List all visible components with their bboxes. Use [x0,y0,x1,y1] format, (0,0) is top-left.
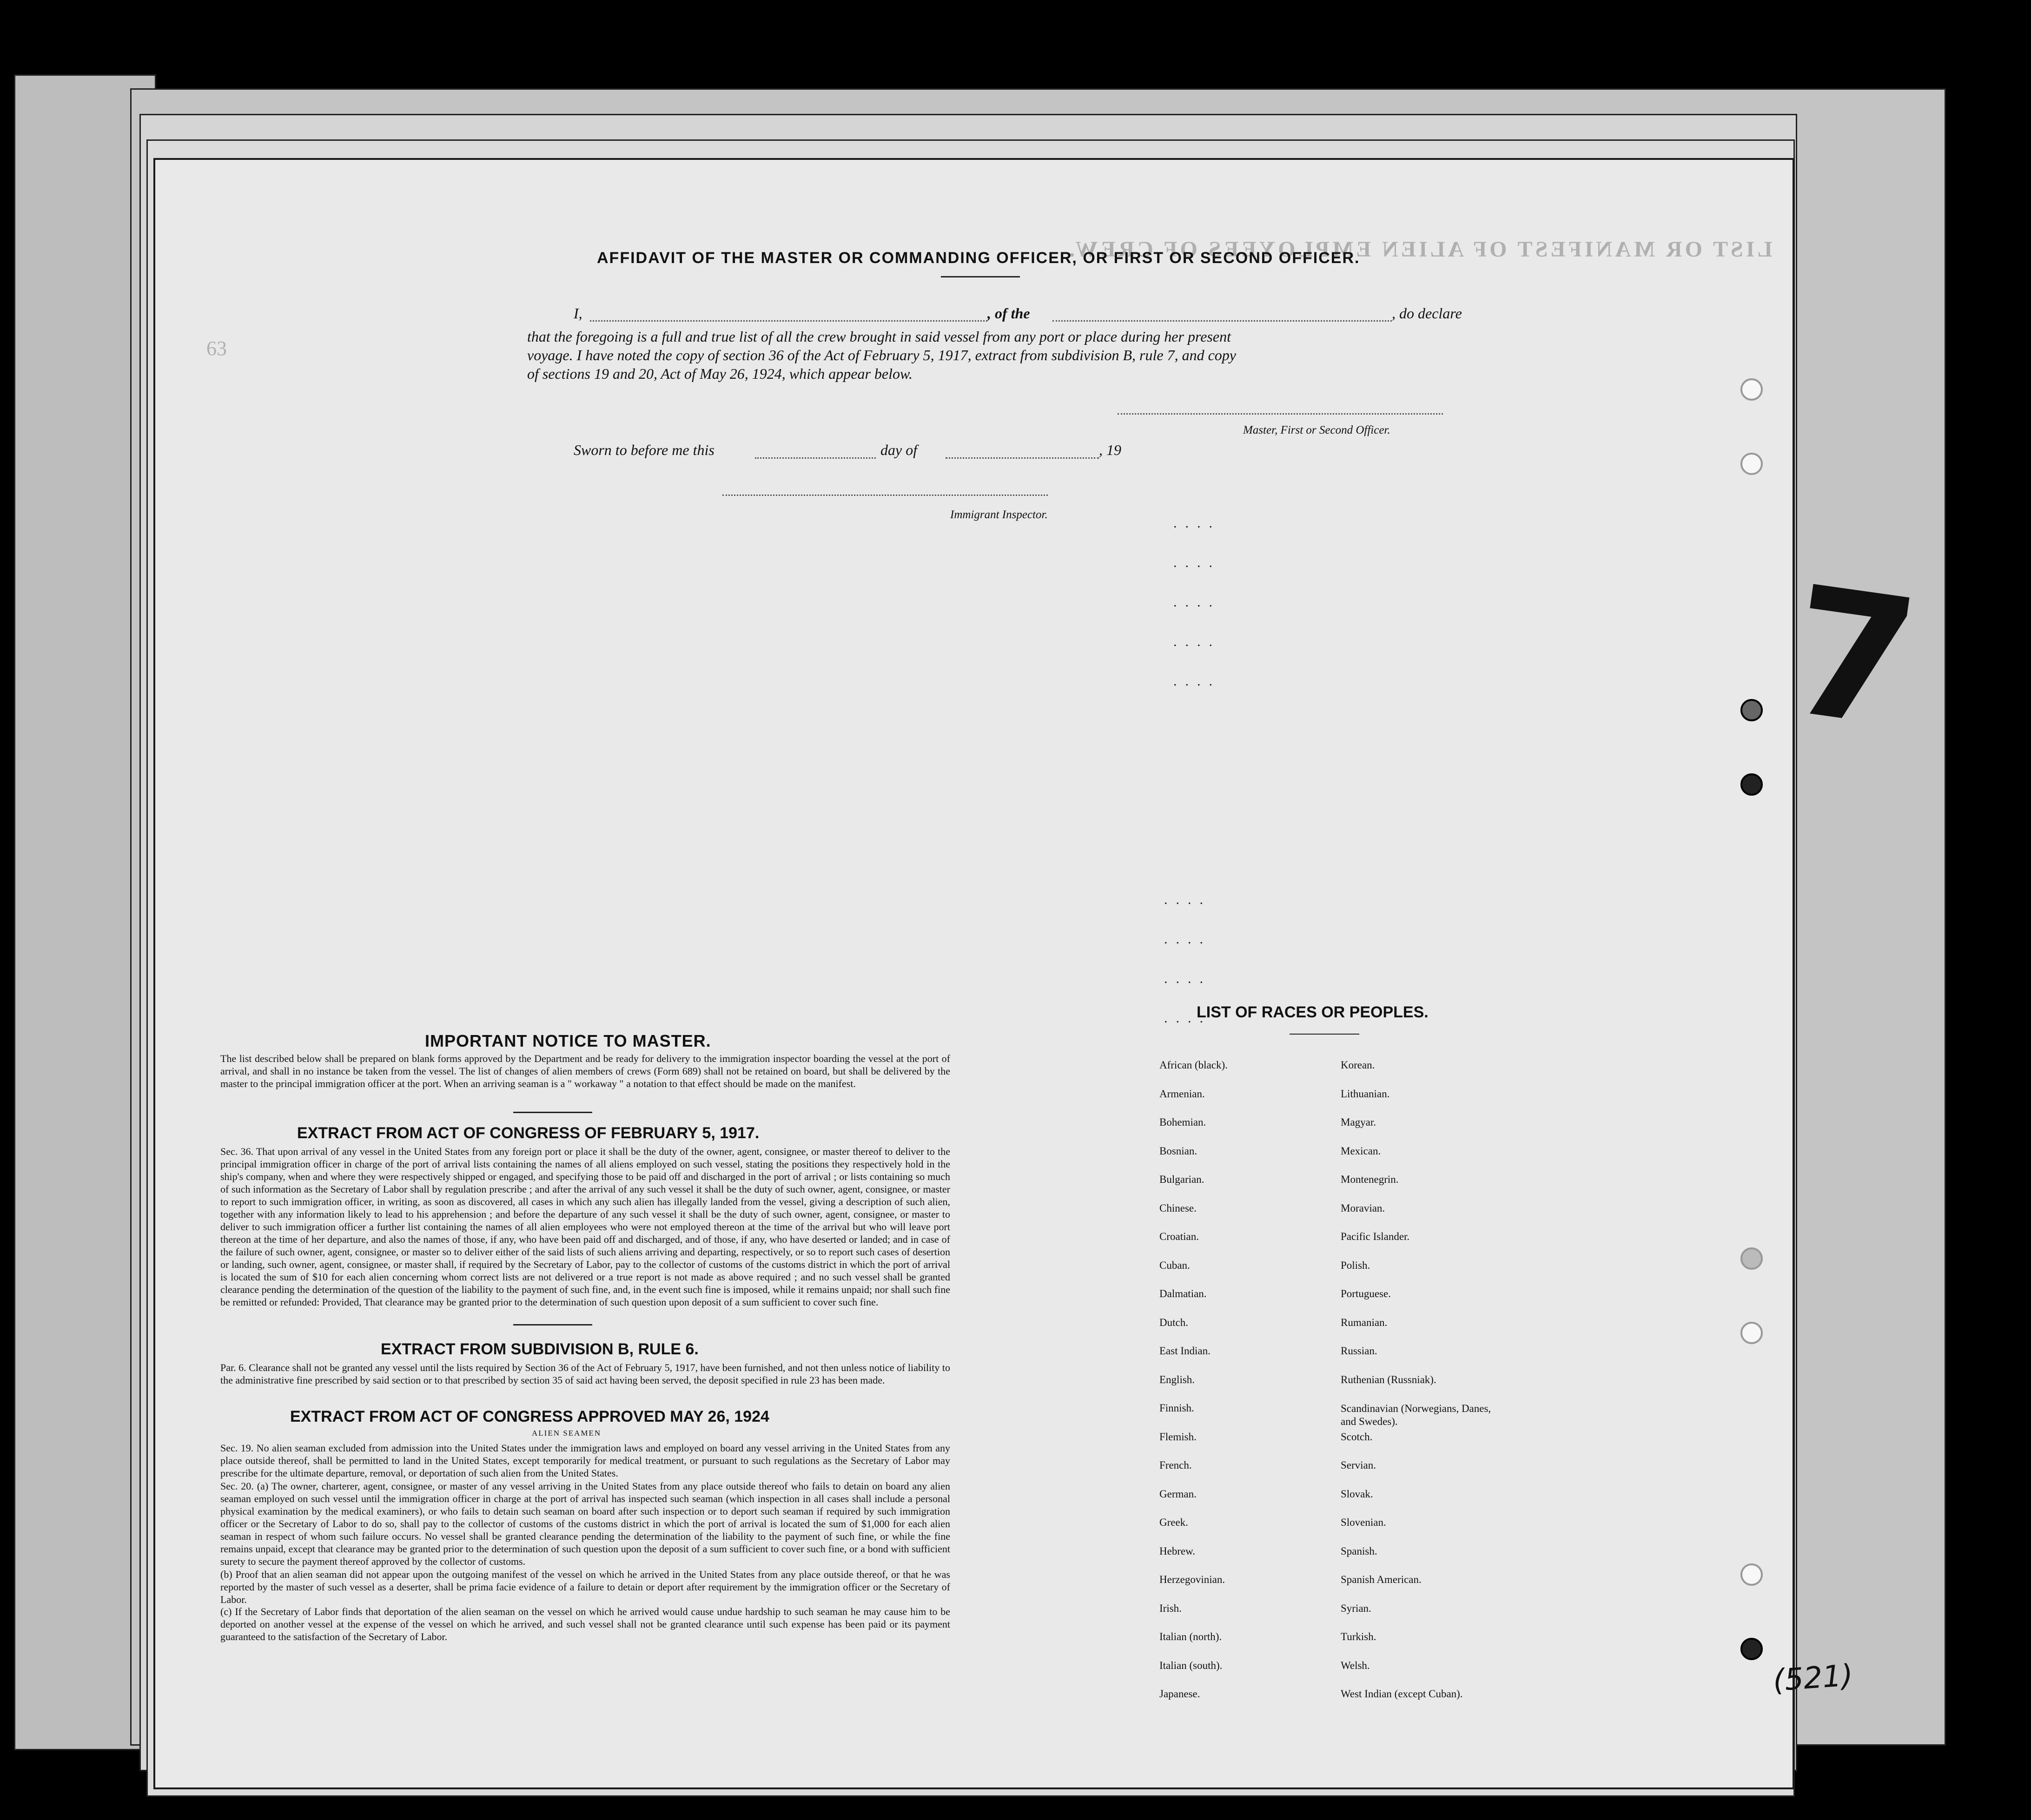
race-item: Bohemian. [1159,1116,1206,1128]
race-item: Croatian. [1159,1231,1199,1242]
binder-hole [1740,699,1763,721]
race-item: Magyar. [1341,1116,1376,1128]
race-item: Pacific Islander. [1341,1231,1410,1242]
section-divider [513,1112,592,1113]
race-item: Bulgarian. [1159,1174,1204,1185]
race-item: Montenegrin. [1341,1174,1399,1185]
affidavit-statement-line2: voyage. I have noted the copy of section 36 of the Act of February 5, 1917, extract from subdivision B, rule 7, and copy [527,347,1236,363]
race-item: French. [1159,1459,1192,1471]
day-of-label: day of [880,442,918,458]
ghost-heading: LIST OR MANIFEST OF ALIEN EMPLOYEES OF CREW. [1066,237,1773,262]
affidavit-statement-line1: that the foregoing is a full and true list of all the crew brought in said vessel from any port or place during her present [527,328,1231,345]
race-item: Irish. [1159,1602,1182,1614]
race-item: Portuguese. [1341,1288,1391,1299]
race-item: Polish. [1341,1259,1370,1271]
race-item: Cuban. [1159,1259,1190,1271]
extract-rule6-heading: EXTRACT FROM SUBDIVISION B, RULE 6. [381,1340,699,1358]
extract-1924-heading: EXTRACT FROM ACT OF CONGRESS APPROVED MAY 26, 1924 [290,1408,769,1425]
races-heading: LIST OF RACES OR PEOPLES. [1197,1003,1429,1021]
race-item: Korean. [1341,1059,1375,1071]
handwritten-numeral: 7 [1778,547,1928,769]
name-field[interactable] [590,320,987,322]
extract-1924-sec19: Sec. 19. No alien seaman excluded from admission into the United States under the immigration laws and employed on board any vessel arriving in the United States from any place outside thereof, shall be permitted to land in the United States, except temporarily for medical treatment, or pursuant to such regulations as the Secretary of Labor may prescribe for the ultimate departure, removal, or deportation of such alien from the United States. [220,1442,950,1479]
extract-1924-subheading: ALIEN SEAMEN [532,1429,602,1438]
title-underline [941,276,1020,277]
race-item: Turkish. [1341,1631,1376,1642]
dot-leader: .... [1164,971,1211,986]
binder-hole [1740,378,1763,401]
race-item: English. [1159,1373,1195,1385]
affidavit-title: AFFIDAVIT OF THE MASTER OR COMMANDING OFFICER, OR FIRST OR SECOND OFFICER. [597,249,1360,267]
races-heading-underline [1290,1034,1359,1035]
race-item: Ruthenian (Russniak). [1341,1373,1436,1385]
affidavit-i-label: I, [574,305,582,322]
binder-hole [1740,1322,1763,1344]
race-item: Welsh. [1341,1659,1370,1671]
inspector-signature-field[interactable] [722,495,1048,496]
race-item: Spanish American. [1341,1574,1422,1585]
race-item: Herzegovinian. [1159,1574,1225,1585]
sworn-month-field[interactable] [946,457,1099,459]
binder-hole [1740,1563,1763,1586]
race-item: Slovenian. [1341,1517,1386,1528]
affidavit-of-the-label: , of the [987,305,1030,322]
section-divider [513,1324,592,1325]
race-item: Flemish. [1159,1431,1197,1443]
handwritten-margin-note: (521) [1772,1658,1854,1698]
race-item: Rumanian. [1341,1316,1388,1328]
dot-leader: .... [1164,1010,1211,1026]
year-label: , 19 [1099,442,1121,458]
race-item: Chinese. [1159,1202,1197,1214]
race-item: Italian (south). [1159,1659,1223,1671]
binder-hole [1740,1638,1763,1660]
race-item: Dalmatian. [1159,1288,1207,1299]
race-item: Italian (north). [1159,1631,1222,1642]
race-item: Servian. [1341,1459,1376,1471]
binder-hole [1740,773,1763,796]
race-item: Hebrew. [1159,1545,1196,1557]
race-item: Japanese. [1159,1688,1200,1700]
dot-leader: .... [1173,515,1221,531]
extract-1924-sec20c: (c) If the Secretary of Labor finds that deportation of the alien seaman on the vessel on which he arrived would cause undue hardship to such seaman he may cause him to be deported on another vessel at the expense of the vessel on which he arrived, and such vessel shall not be granted clearance until such expense has been paid or its payment guaranteed to the satisfaction of the Secretary of Labor. [220,1606,950,1642]
race-item: Finnish. [1159,1402,1194,1414]
extract-1917-heading: EXTRACT FROM ACT OF CONGRESS OF FEBRUARY 5, 1917. [297,1124,760,1142]
binder-hole [1740,453,1763,475]
race-item: Mexican. [1341,1145,1381,1157]
race-item: Greek. [1159,1517,1188,1528]
notice-text: The list described below shall be prepared on blank forms approved by the Department and be ready for delivery to the immigration inspector boarding the vessel at the port of arrival, and shall in no instance be taken from the vessel. The list of changes of alien members of crews (Form 689) shall not be retained on board, but shall be delivered by the master to the principal immigration officer at the port. When an arriving seaman is a " workaway " a notation to that effect should be made on the manifest. [220,1053,950,1089]
race-item: Dutch. [1159,1316,1188,1328]
race-item: Moravian. [1341,1202,1385,1214]
affidavit-statement-line3: of sections 19 and 20, Act of May 26, 1924, which appear below. [527,365,913,382]
race-item: Russian. [1341,1345,1377,1357]
dot-leader: .... [1173,594,1221,610]
race-item: Slovak. [1341,1488,1373,1500]
extract-rule6-text: Par. 6. Clearance shall not be granted any vessel until the lists required by Section 36 of the Act of February 5, 1917, have been furnished, and not then unless notice of liability to the administrative fine prescribed by said section or to that prescribed by section 35 of said act having been served, the deposit specified in rule 23 has been made. [220,1362,950,1386]
race-item: Spanish. [1341,1545,1377,1557]
dot-leader: .... [1164,931,1211,947]
dot-leader: .... [1173,555,1221,570]
dot-leader: .... [1173,673,1221,689]
race-item: Bosnian. [1159,1145,1197,1157]
vessel-field[interactable] [1052,320,1392,322]
notice-heading: IMPORTANT NOTICE TO MASTER. [425,1031,711,1050]
race-item: Scotch. [1341,1431,1373,1443]
race-item: African (black). [1159,1059,1228,1071]
master-signature-field[interactable] [1118,413,1443,415]
dot-leader: .... [1173,634,1221,649]
inspector-label: Immigrant Inspector. [950,508,1048,521]
race-item: Lithuanian. [1341,1088,1390,1100]
dot-leader: .... [1164,892,1211,907]
race-item: West Indian (except Cuban). [1341,1688,1463,1700]
binder-hole [1740,1247,1763,1270]
race-item: East Indian. [1159,1345,1211,1357]
race-item: Armenian. [1159,1088,1205,1100]
extract-1917-text: Sec. 36. That upon arrival of any vessel in the United States from any foreign port or place it shall be the duty of the owner, agent, consignee, or master thereof to deliver to the principal immigration officer in charge of the port of arrival lists containing the names of all aliens employed on such vessel, stating the positions they respectively hold in the ship's company, when and where they were respectively shipped or engaged, and specifying those to be paid off and discharged in the port of arrival ; or lists containing so much of such information as the Secretary of Labor shall by regulation prescribe ; and after the arrival of any such vessel it shall be the duty of such owner, agent, consignee, or master to report to such immigration officer, in writing, as soon as discovered, all cases in which any such alien has illegally landed from the vessel, giving a description of such alien, together with any information likely to lead to his apprehension ; and before the departure of any such vessel it shall be the duty of such owner, agent, consignee, or master to deliver to such immigration officer a further list containing the names of all alien employees who were not employed thereon at the time of the arrival but who will leave port thereon at the time of her departure, and also the names of those, if any, who have been paid off and discharged, and of those, if any, who have deserted or landed; and in case of the failure of such owner, agent, consignee, or master so to deliver either of the said lists of such aliens arriving and departing, respectively, or so to report such cases of desertion or landing, such owner, agent, consignee, or master shall, if required by the Secretary of Labor, pay to the collector of customs of the customs district in which the port of arrival is located the sum of $10 for each alien concerning whom correct lists are not delivered or a true report is not made as above required ; and no such vessel shall be granted clearance pending the determination of the question of the liability to the payment of such fine, and, in the event such fine is imposed, while it remains unpaid; nor shall such fine be remitted or refunded: Provided, That clearance may be granted prior to the determination of such question upon deposit of a sum sufficient to cover such fine. [220,1146,950,1308]
affidavit-declare-label: , do declare [1392,305,1462,322]
extract-1924-sec20b: (b) Proof that an alien seaman did not appear upon the outgoing manifest of the vessel on which he arrived in the United States from any place outside thereof, or that he was reported by the master of such vessel as a deserter, shall be prima facie evidence of a failure to detain or deport after requirement by the immigration officer or the Secretary of Labor. [220,1569,950,1605]
race-item: Scandinavian (Norwegians, Danes, and Swedes). [1341,1403,1491,1427]
sworn-label: Sworn to before me this [574,442,714,458]
extract-1924-sec20a: Sec. 20. (a) The owner, charterer, agent, consignee, or master of any vessel arriving in the United States from any place outside thereof who fails to detain on board any alien seaman employed on such vessel until the immigration officer in charge at the port of arrival has inspected such seaman (which inspection in all cases shall include a personal physical examination by the medical examiners), or who fails to detain such seaman on board after such inspection or to deport such seaman if required by such immigration officer or the Secretary of Labor to do so, shall pay to the collector of customs of the customs district in which the port of arrival is located the sum of $1,000 for each alien seaman in respect of whom such failure occurs. No vessel shall be granted clearance pending the determination of the liability to the payment of such fine, or while the fine remains unpaid, except that clearance may be granted prior to the determination of such question upon the deposit of a sum sufficient to cover such fine, or a bond with sufficient surety to secure the payment thereof approved by the collector of customs. [220,1480,950,1567]
form-page [153,158,1928,1789]
race-item: German. [1159,1488,1197,1500]
ghost-number-left: 63 [206,337,227,360]
race-item: Syrian. [1341,1602,1371,1614]
master-signature-label: Master, First or Second Officer. [1243,424,1390,436]
sworn-day-field[interactable] [755,457,876,459]
